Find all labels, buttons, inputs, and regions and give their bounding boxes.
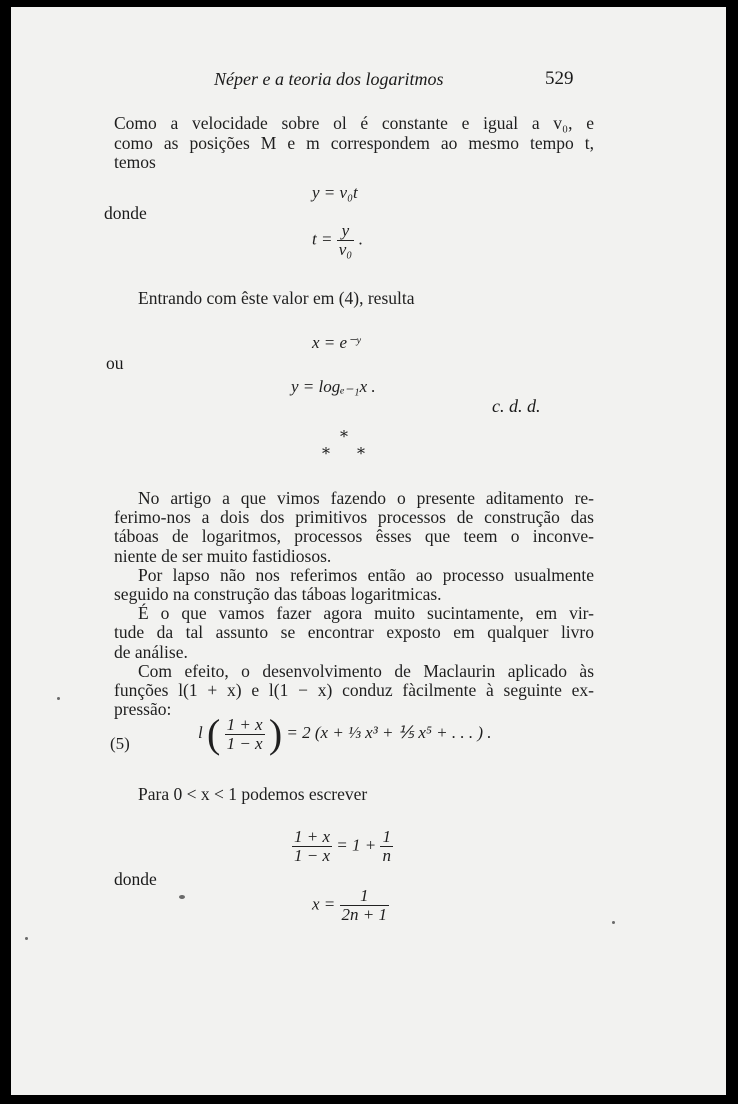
donde-label-2: donde bbox=[114, 869, 157, 889]
fraction-denominator: 1 − x bbox=[294, 846, 331, 865]
scan-speck bbox=[612, 921, 615, 924]
fraction-denominator: v₀ bbox=[338, 240, 353, 259]
text-line: niente de ser muito fastidiosos. bbox=[114, 545, 332, 566]
text-line: seguido na construção das táboas logaritmicas. bbox=[114, 584, 442, 605]
eq5-rhs: = 2 (x + ⅓ x³ + ⅕ x⁵ + . . . ) . bbox=[286, 722, 492, 742]
equation-final bbox=[312, 887, 389, 924]
eq-final-lhs: x = bbox=[312, 894, 336, 914]
page-number: 529 bbox=[545, 68, 574, 89]
scan-speck bbox=[179, 895, 185, 899]
equation-x-exp: x = e⁻ʸ bbox=[312, 333, 361, 352]
paragraph-intro bbox=[114, 114, 594, 173]
fraction bbox=[340, 887, 389, 924]
eq-ratio-rhs: = 1 + bbox=[336, 835, 377, 855]
scan-speck bbox=[25, 937, 28, 940]
fraction-denominator: 2n + 1 bbox=[341, 905, 388, 924]
eq-t-lhs: t = bbox=[312, 229, 333, 249]
asterism-star: * bbox=[340, 427, 348, 446]
cdd-mark: c. d. d. bbox=[492, 396, 541, 416]
text-line: temos bbox=[114, 152, 156, 172]
eq-t-dot: . bbox=[358, 229, 363, 249]
text-line: táboas de logaritmos, processos êsses que teem o inconve- bbox=[114, 526, 594, 547]
book-page bbox=[11, 7, 726, 1095]
fraction-denominator: n bbox=[382, 846, 391, 865]
fraction bbox=[292, 828, 332, 865]
fraction-numerator: 1 bbox=[382, 827, 391, 846]
asterism-star: * bbox=[357, 444, 365, 463]
text-line: Como a velocidade sobre ol é constante e igual a v₀, e bbox=[114, 113, 594, 133]
text-line: funções l(1 + x) e l(1 − x) conduz fàcilmente à seguinte ex- bbox=[114, 680, 594, 701]
fraction-numerator: 1 + x bbox=[226, 714, 263, 734]
text-line: Com efeito, o desenvolvimento de Maclaurin aplicado às bbox=[138, 660, 594, 681]
equation-5 bbox=[198, 711, 492, 756]
text-line: como as posições M e m correspondem ao mesmo tempo t, bbox=[114, 132, 594, 153]
text-line: ferimo-nos a dois dos primitivos processos de construção das bbox=[114, 507, 594, 528]
asterism-star: * bbox=[322, 444, 330, 463]
eq5-l: l bbox=[198, 722, 203, 742]
scan-speck bbox=[57, 697, 60, 700]
text-line: No artigo a que vimos fazendo o presente aditamento re- bbox=[138, 488, 594, 508]
fraction bbox=[225, 716, 265, 753]
fraction bbox=[380, 828, 393, 865]
fraction-numerator: 1 + x bbox=[294, 827, 331, 846]
text-line: Por lapso não nos referimos então ao processo usualmente bbox=[138, 564, 594, 585]
paren-close: ) bbox=[268, 711, 283, 756]
text-line: Entrando com êste valor em (4), resulta bbox=[138, 288, 415, 308]
fraction-denominator: 1 − x bbox=[226, 733, 263, 753]
ou-label: ou bbox=[106, 353, 124, 373]
main-text-block bbox=[114, 489, 594, 719]
running-title: Néper e a teoria dos logaritmos bbox=[214, 69, 444, 89]
fraction-numerator: y bbox=[337, 222, 354, 241]
text-line: de análise. bbox=[114, 641, 188, 662]
text-line: É o que vamos fazer agora muito sucintamente, em vir- bbox=[138, 603, 594, 624]
fraction bbox=[337, 222, 354, 259]
text-line: tude da tal assunto se encontrar exposto em qualquer livro bbox=[114, 622, 594, 643]
equation-log: y = logₑ₋₁x . bbox=[291, 377, 376, 396]
text-line: Para 0 < x < 1 podemos escrever bbox=[138, 784, 368, 804]
text-line: pressão: bbox=[114, 699, 172, 720]
equation-t bbox=[312, 222, 363, 259]
paragraph-entrando bbox=[114, 289, 594, 309]
fraction-numerator: 1 bbox=[340, 887, 389, 906]
paren-open: ( bbox=[206, 711, 221, 756]
donde-label: donde bbox=[104, 203, 147, 223]
equation-y: y = v₀t bbox=[312, 183, 358, 202]
paragraph-para bbox=[114, 785, 594, 805]
equation-ratio bbox=[292, 828, 393, 865]
equation-5-label: (5) bbox=[110, 734, 130, 753]
